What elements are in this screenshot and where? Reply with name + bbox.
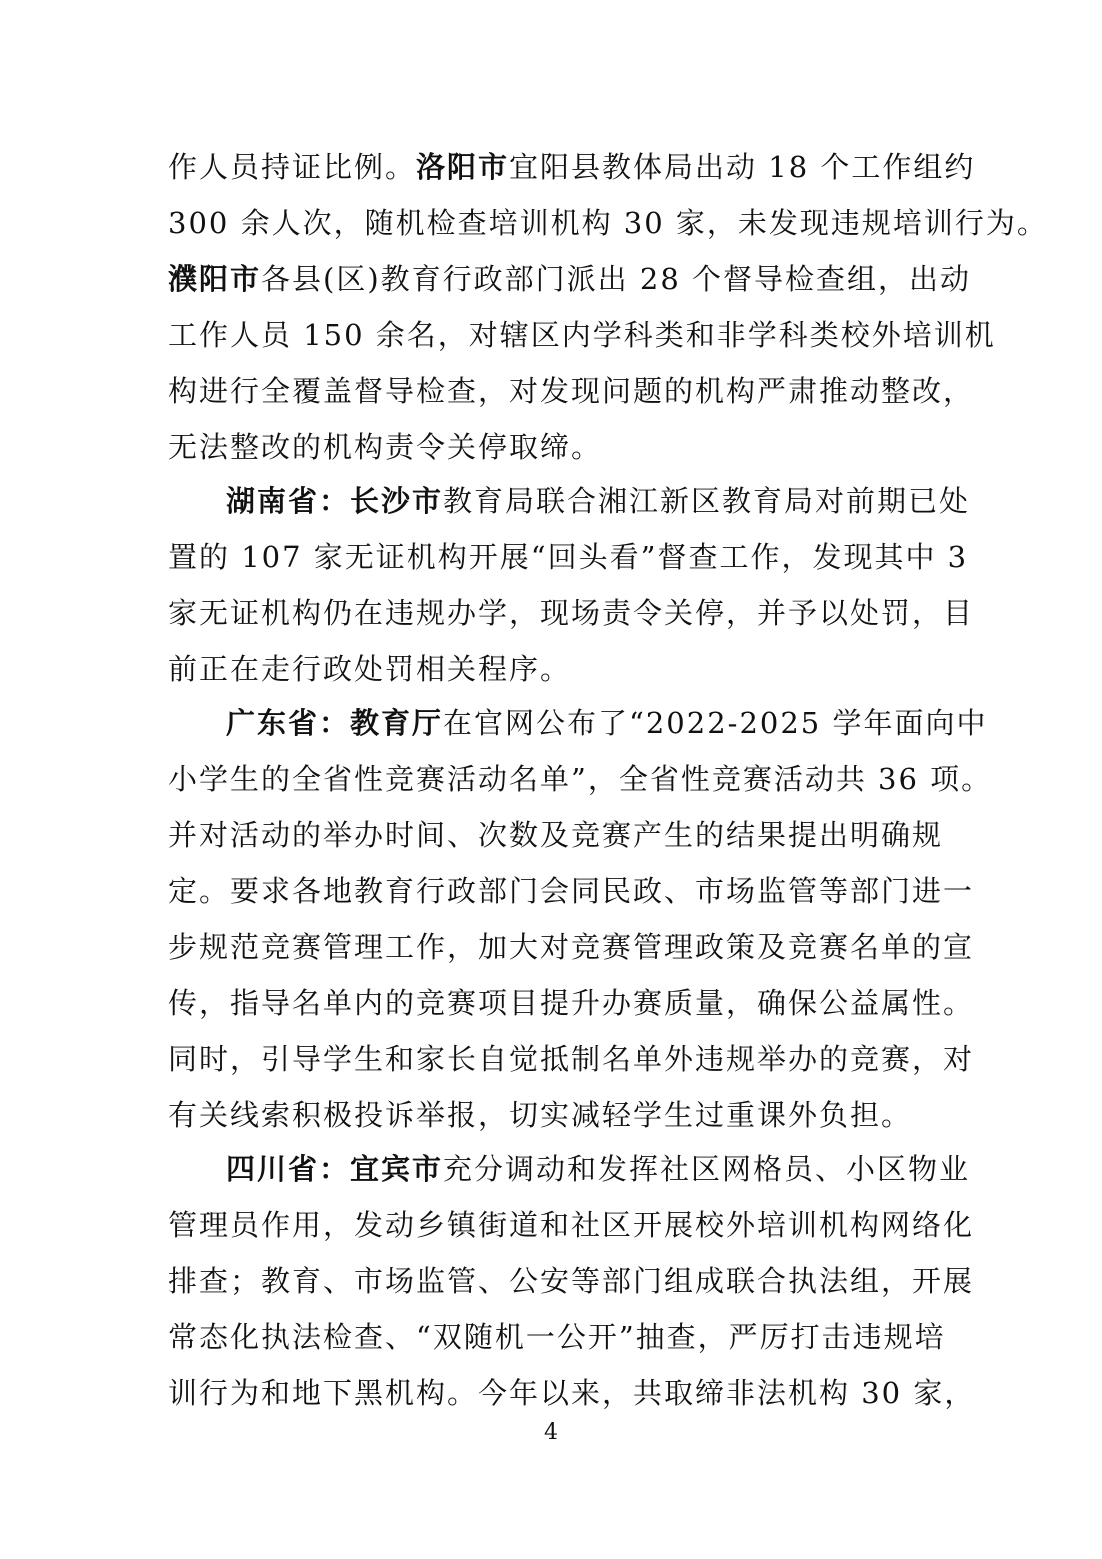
text-segment: 家无证机构仍在违规办学，现场责令关停，并予以处罚，目 xyxy=(168,596,975,630)
text-segment: 管理员作用，发动乡镇街道和社区开展校外培训机构网络化 xyxy=(168,1208,975,1242)
text-segment: 置的 107 家无证机构开展“回头看”督查工作，发现其中 3 xyxy=(168,540,969,574)
text-segment: 有关线索积极投诉举报，切实减轻学生过重课外负担。 xyxy=(168,1098,913,1132)
bold-heading-text: 洛阳市 xyxy=(416,150,510,184)
text-segment: 宜阳县教体局出动 18 个工作组约 xyxy=(509,150,976,184)
text-segment: 步规范竞赛管理工作，加大对竞赛管理政策及竞赛名单的宣 xyxy=(168,930,975,964)
text-segment: 常态化执法检查、“双随机一公开”抽查，严厉打击违规培 xyxy=(168,1320,946,1354)
paragraph-3-line-3 xyxy=(168,815,944,855)
text-segment: 排查；教育、市场监管、公安等部门组成联合执法组，开展 xyxy=(168,1264,975,1298)
paragraph-1-line-1 xyxy=(168,147,976,187)
paragraph-2-line-4 xyxy=(168,649,934,689)
text-segment: 充分调动和发挥社区网格员、小区物业 xyxy=(443,1152,971,1186)
paragraph-1-line-2 xyxy=(168,203,1048,243)
text-segment: 同时，引导学生和家长自觉抵制名单外违规举办的竞赛，对 xyxy=(168,1042,975,1076)
paragraph-3-line-6 xyxy=(168,983,975,1023)
text-segment: 前正在走行政处罚相关程序。 xyxy=(168,652,572,686)
text-segment: 各县(区)教育行政部门派出 28 个督导检查组，出动 xyxy=(261,262,971,296)
text-segment: 构进行全覆盖督导检查，对发现问题的机构严肃推动整改， xyxy=(168,374,975,408)
paragraph-4-line-3 xyxy=(168,1261,975,1301)
bold-heading-text: 濮阳市 xyxy=(168,262,262,296)
bold-heading-text: 湖南省： xyxy=(226,484,351,518)
bold-heading-text: 教育厅 xyxy=(350,706,444,740)
text-segment: 在官网公布了“2022-2025 学年面向中 xyxy=(443,706,988,740)
text-segment: 作人员持证比例。 xyxy=(168,150,417,184)
paragraph-4-line-2 xyxy=(168,1205,975,1245)
text-segment: 工作人员 150 余名，对辖区内学科类和非学科类校外培训机 xyxy=(168,318,996,352)
page-number: 4 xyxy=(544,1420,558,1445)
text-segment: 无法整改的机构责令关停取缔。 xyxy=(168,430,603,464)
bold-heading-text: 长沙市 xyxy=(350,484,444,518)
paragraph-2-line-1 xyxy=(226,481,971,521)
paragraph-2-line-3 xyxy=(168,593,975,633)
text-segment: 并对活动的举办时间、次数及竞赛产生的结果提出明确规 xyxy=(168,818,944,852)
bold-heading-text: 广东省： xyxy=(226,706,351,740)
text-segment: 小学生的全省性竞赛活动名单”，全省性竞赛活动共 36 项。 xyxy=(168,762,993,796)
paragraph-3-line-5 xyxy=(168,927,975,967)
paragraph-1-line-4 xyxy=(168,315,996,355)
paragraph-3-line-4 xyxy=(168,871,975,911)
text-segment: 训行为和地下黑机构。今年以来，共取缔非法机构 30 家， xyxy=(168,1376,976,1410)
text-segment: 教育局联合湘江新区教育局对前期已处 xyxy=(443,484,971,518)
paragraph-4-line-4 xyxy=(168,1317,946,1357)
paragraph-2-line-2 xyxy=(168,537,969,577)
paragraph-3-line-7 xyxy=(168,1039,975,1079)
paragraph-4-line-1 xyxy=(226,1149,971,1189)
text-segment: 传，指导名单内的竞赛项目提升办赛质量，确保公益属性。 xyxy=(168,986,975,1020)
paragraph-3-line-2 xyxy=(168,759,993,799)
bold-heading-text: 宜宾市 xyxy=(350,1152,444,1186)
paragraph-3-line-1 xyxy=(226,703,988,743)
paragraph-3-line-8 xyxy=(168,1095,934,1135)
paragraph-1-line-6 xyxy=(168,427,934,467)
paragraph-1-line-5 xyxy=(168,371,975,411)
paragraph-4-line-5 xyxy=(168,1373,976,1413)
text-segment: 300 余人次，随机检查培训机构 30 家，未发现违规培训行为。 xyxy=(168,206,1048,240)
bold-heading-text: 四川省： xyxy=(226,1152,351,1186)
paragraph-1-line-3 xyxy=(168,259,971,299)
text-segment: 定。要求各地教育行政部门会同民政、市场监管等部门进一 xyxy=(168,874,975,908)
